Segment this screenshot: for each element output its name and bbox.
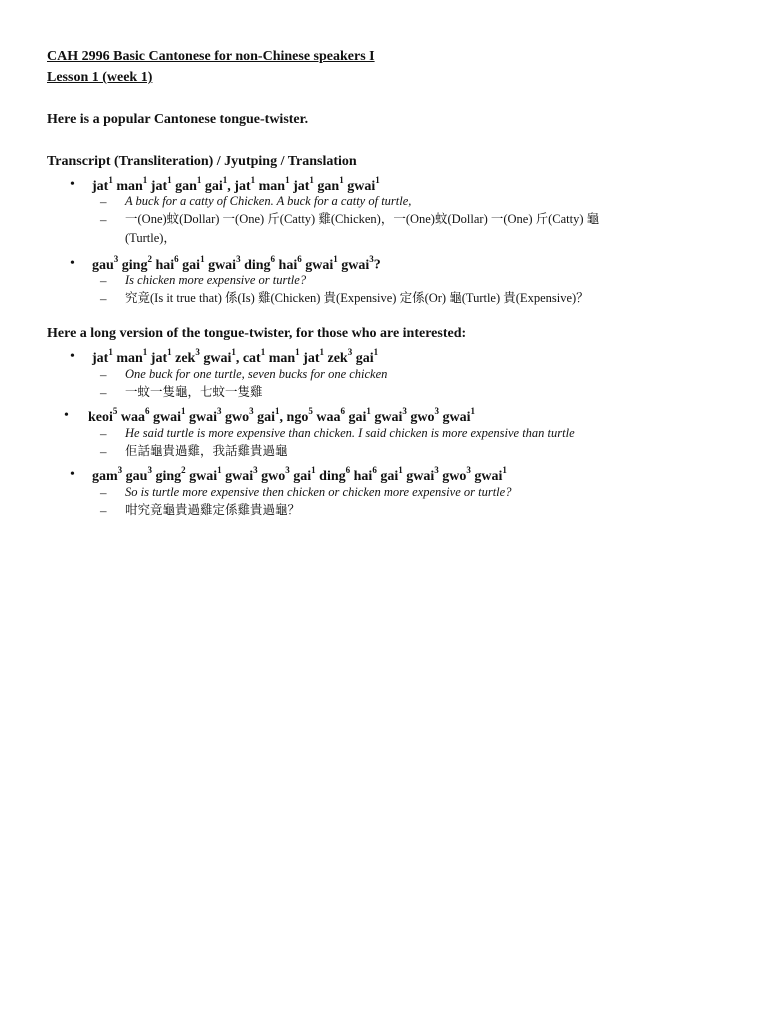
- jyutping-syllable: [347, 175, 380, 194]
- jyutping-syllable: [155, 254, 179, 273]
- syllable-text: gwai: [153, 409, 182, 425]
- dash-2b: –: [100, 291, 107, 306]
- tone-number: 1: [339, 175, 344, 185]
- tone-number: 1: [375, 175, 380, 185]
- jyutping-syllable: [348, 406, 371, 425]
- lesson-title: Lesson 1 (week 1): [47, 70, 153, 85]
- tone-number: 2: [181, 465, 186, 475]
- syllable-text: gam: [92, 468, 118, 484]
- tone-number: 1: [142, 175, 148, 185]
- jyutping-syllable: [305, 254, 338, 273]
- jyutping-syllable: [204, 175, 228, 194]
- tone-number: 1: [311, 465, 316, 475]
- chinese-line-5a: 咁究竟龜貴過雞定係雞貴過龜？: [125, 503, 301, 517]
- jyutping-syllable: [355, 347, 379, 366]
- jyutping-syllable: [116, 175, 148, 194]
- jyutping-syllable: [327, 347, 353, 366]
- tone-number: 6: [270, 254, 276, 264]
- syllable-text: jat: [150, 178, 168, 194]
- syllable-text: , ngo: [279, 409, 309, 425]
- tone-number: 1: [222, 175, 228, 185]
- syllable-text: gai: [380, 468, 399, 484]
- jyutping-syllable: [182, 254, 205, 273]
- dash-1b: –: [100, 212, 107, 227]
- syllable-text: man: [268, 350, 296, 366]
- dash-3b: –: [100, 385, 107, 400]
- translation-line-3a: One buck for one turtle, seven bucks for one chicken: [125, 367, 388, 381]
- tone-number: 3: [466, 465, 471, 475]
- tone-number: 1: [167, 347, 172, 357]
- syllable-text: hai: [353, 468, 373, 484]
- tone-number: 1: [275, 406, 280, 416]
- dash-4a: –: [100, 426, 107, 441]
- jyutping-syllable: [353, 465, 377, 484]
- tone-number: 6: [174, 254, 179, 264]
- chinese-line-1a: 一(One)蚊(Dollar) 一(One) 斤(Catty) 雞(Chicken)，一(One)蚊(Dollar) 一(One) 斤(Catty) 龜: [125, 212, 600, 226]
- syllable-text: gwai: [208, 257, 237, 273]
- tone-number: 3: [402, 406, 407, 416]
- jyutping-syllable: [293, 465, 316, 484]
- tone-number: 3: [369, 254, 374, 264]
- jyutping-syllable: [235, 347, 266, 366]
- jyutping-syllable: [189, 465, 222, 484]
- jyutping-syllable: [155, 465, 186, 484]
- transcript-heading: Transcript (Transliteration) / Jyutping / Translation: [47, 154, 357, 169]
- jyutping-syllable: [268, 347, 300, 366]
- jyutping-syllable: [92, 465, 123, 484]
- tone-number: 6: [345, 465, 351, 475]
- jyutping-syllable: [92, 254, 119, 273]
- syllable-text: gwo: [225, 409, 250, 425]
- tone-number: 1: [142, 347, 148, 357]
- tone-number: 3: [117, 465, 123, 475]
- jyutping-syllable: [442, 465, 471, 484]
- jyutping-syllable: [293, 175, 314, 194]
- jyutping-syllable: [203, 347, 236, 366]
- dash-1a: –: [100, 194, 107, 209]
- syllable-text: gai: [257, 409, 276, 425]
- jyutping-syllable: [175, 347, 200, 366]
- syllable-text: , cat: [235, 350, 261, 366]
- syllable-text: ging: [155, 468, 182, 484]
- tone-number: 3: [113, 254, 119, 264]
- syllable-text: jat: [92, 350, 109, 366]
- jyutping-syllable: [442, 406, 475, 425]
- syllable-text: , jat: [227, 178, 251, 194]
- syllable-text: waa: [316, 409, 341, 425]
- syllable-text: gau: [125, 468, 148, 484]
- tone-number: 1: [167, 175, 172, 185]
- tone-number: 1: [502, 465, 507, 475]
- long-heading: Here a long version of the tongue-twister, for those who are interested:: [47, 326, 467, 341]
- tone-number: 3: [434, 406, 439, 416]
- jyutping-line-4: [88, 408, 475, 425]
- syllable-text: gwai: [474, 468, 503, 484]
- tone-number: 5: [308, 406, 313, 416]
- tone-number: 3: [347, 347, 353, 357]
- syllable-text: gwai: [189, 409, 218, 425]
- jyutping-syllable: [92, 175, 113, 194]
- jyutping-syllable: [225, 406, 254, 425]
- jyutping-syllable: [120, 406, 150, 425]
- syllable-text: gwai: [442, 409, 471, 425]
- syllable-text: gan: [175, 178, 197, 194]
- syllable-text: gau: [92, 257, 114, 273]
- tone-number: 1: [181, 406, 186, 416]
- bullet-5: •: [70, 467, 75, 482]
- chinese-line-3a: 一蚊一隻龜，七蚊一隻雞: [125, 385, 263, 399]
- tone-number: 1: [309, 175, 314, 185]
- jyutping-syllable: [92, 347, 113, 366]
- tone-number: 5: [112, 406, 118, 416]
- jyutping-syllable: [208, 254, 241, 273]
- syllable-text: man: [258, 178, 286, 194]
- syllable-text: jat: [92, 178, 109, 194]
- tone-number: 1: [231, 347, 236, 357]
- dash-3a: –: [100, 367, 107, 382]
- syllable-text: jat: [150, 350, 168, 366]
- intro-text: Here is a popular Cantonese tongue-twister.: [47, 112, 309, 127]
- syllable-text: gwo: [261, 468, 286, 484]
- jyutping-syllable: [257, 406, 280, 425]
- jyutping-syllable: [227, 175, 256, 194]
- tone-number: 6: [145, 406, 150, 416]
- tone-number: 6: [372, 465, 377, 475]
- jyutping-line-2: [92, 256, 381, 273]
- tone-number: 3: [253, 465, 258, 475]
- syllable-text: man: [116, 350, 143, 366]
- tone-number: 6: [340, 406, 345, 416]
- tone-number: 1: [333, 254, 338, 264]
- syllable-text: man: [116, 178, 143, 194]
- jyutping-syllable: [121, 254, 152, 273]
- jyutping-line-1: [92, 177, 380, 194]
- syllable-text: gwai: [189, 468, 218, 484]
- chinese-line-4a: 佢話龜貴過雞，我話雞貴過龜: [125, 444, 288, 458]
- tone-number: 3: [195, 347, 200, 357]
- jyutping-syllable: [258, 175, 290, 194]
- jyutping-syllable: [380, 465, 403, 484]
- syllable-text: gai: [182, 257, 201, 273]
- syllable-text: gwai: [406, 468, 435, 484]
- tone-number: 3: [285, 465, 290, 475]
- syllable-text: gwai: [203, 350, 232, 366]
- syllable-text: keoi: [88, 409, 113, 425]
- jyutping-syllable: [341, 254, 374, 273]
- syllable-text: gwai: [341, 257, 370, 273]
- translation-line-5a: So is turtle more expensive then chicken or chicken more expensive or turtle?: [125, 485, 512, 499]
- syllable-text: gwai: [374, 409, 403, 425]
- tone-number: 1: [217, 465, 222, 475]
- tone-number: 1: [108, 347, 113, 357]
- jyutping-syllable: [225, 465, 258, 484]
- syllable-text: jat: [303, 350, 320, 366]
- syllable-text: gan: [317, 178, 340, 194]
- tone-number: 1: [260, 347, 266, 357]
- syllable-text: ding: [244, 257, 271, 273]
- jyutping-syllable: [474, 465, 507, 484]
- translation-line-2a: Is chicken more expensive or turtle?: [125, 273, 307, 287]
- tone-number: 3: [249, 406, 254, 416]
- tone-number: 1: [366, 406, 371, 416]
- translation-line-1a: A buck for a catty of Chicken. A buck for a catty of turtle,: [125, 194, 412, 208]
- tone-number: 1: [398, 465, 403, 475]
- translation-line-4a: He said turtle is more expensive than chicken. I said chicken is more expensive than turtle: [125, 426, 575, 440]
- syllable-text: gwai: [305, 257, 334, 273]
- tone-number: 1: [196, 175, 202, 185]
- jyutping-syllable: [189, 406, 222, 425]
- syllable-text: hai: [278, 257, 298, 273]
- jyutping-syllable: [317, 175, 344, 194]
- jyutping-syllable: [88, 406, 118, 425]
- tone-number: 1: [108, 175, 113, 185]
- syllable-text: gwo: [410, 409, 435, 425]
- jyutping-syllable: [406, 465, 439, 484]
- dash-5b: –: [100, 503, 107, 518]
- tone-number: 1: [470, 406, 475, 416]
- syllable-text: ding: [319, 468, 346, 484]
- jyutping-syllable: [150, 347, 172, 366]
- jyutping-syllable: [150, 175, 172, 194]
- syllable-text: zek: [175, 350, 196, 366]
- jyutping-syllable: [278, 254, 302, 273]
- tone-number: 1: [295, 347, 300, 357]
- jyutping-suffix: ?: [373, 257, 381, 273]
- jyutping-syllable: [303, 347, 324, 366]
- jyutping-line-3: [92, 349, 378, 366]
- tone-number: 1: [373, 347, 379, 357]
- syllable-text: gwo: [442, 468, 467, 484]
- bullet-3: •: [70, 349, 75, 364]
- syllable-text: gai: [348, 409, 367, 425]
- syllable-text: gai: [204, 178, 223, 194]
- jyutping-syllable: [319, 465, 351, 484]
- tone-number: 3: [217, 406, 222, 416]
- jyutping-syllable: [316, 406, 345, 425]
- tone-number: 2: [147, 254, 152, 264]
- jyutping-line-5: [92, 467, 507, 484]
- bullet-1: •: [70, 177, 75, 192]
- syllable-text: zek: [327, 350, 348, 366]
- jyutping-syllable: [244, 254, 276, 273]
- chinese-line-1b: (Turtle)，: [125, 231, 176, 245]
- syllable-text: gai: [355, 350, 374, 366]
- syllable-text: ging: [121, 257, 148, 273]
- jyutping-syllable: [175, 175, 202, 194]
- tone-number: 1: [285, 175, 290, 185]
- tone-number: 3: [236, 254, 241, 264]
- jyutping-syllable: [125, 465, 152, 484]
- syllable-text: gwai: [225, 468, 254, 484]
- jyutping-syllable: [410, 406, 439, 425]
- dash-5a: –: [100, 485, 107, 500]
- bullet-2: •: [70, 256, 75, 271]
- jyutping-syllable: [261, 465, 290, 484]
- tone-number: 1: [250, 175, 256, 185]
- jyutping-syllable: [116, 347, 148, 366]
- tone-number: 6: [297, 254, 302, 264]
- syllable-text: jat: [293, 178, 310, 194]
- tone-number: 3: [147, 465, 152, 475]
- syllable-text: hai: [155, 257, 175, 273]
- syllable-text: gwai: [347, 178, 376, 194]
- bullet-4: •: [64, 408, 69, 423]
- chinese-line-2a: 究竟(Is it true that) 係(Is) 雞(Chicken) 貴(Expensive) 定係(Or) 龜(Turtle) 貴(Expensive)？: [125, 291, 589, 305]
- dash-4b: –: [100, 444, 107, 459]
- tone-number: 3: [434, 465, 439, 475]
- dash-2a: –: [100, 273, 107, 288]
- tone-number: 1: [200, 254, 205, 264]
- tone-number: 1: [319, 347, 324, 357]
- jyutping-syllable: [279, 406, 313, 425]
- course-title: CAH 2996 Basic Cantonese for non-Chinese speakers I: [47, 49, 375, 64]
- syllable-text: waa: [120, 409, 146, 425]
- jyutping-syllable: [374, 406, 407, 425]
- jyutping-syllable: [153, 406, 186, 425]
- syllable-text: gai: [293, 468, 312, 484]
